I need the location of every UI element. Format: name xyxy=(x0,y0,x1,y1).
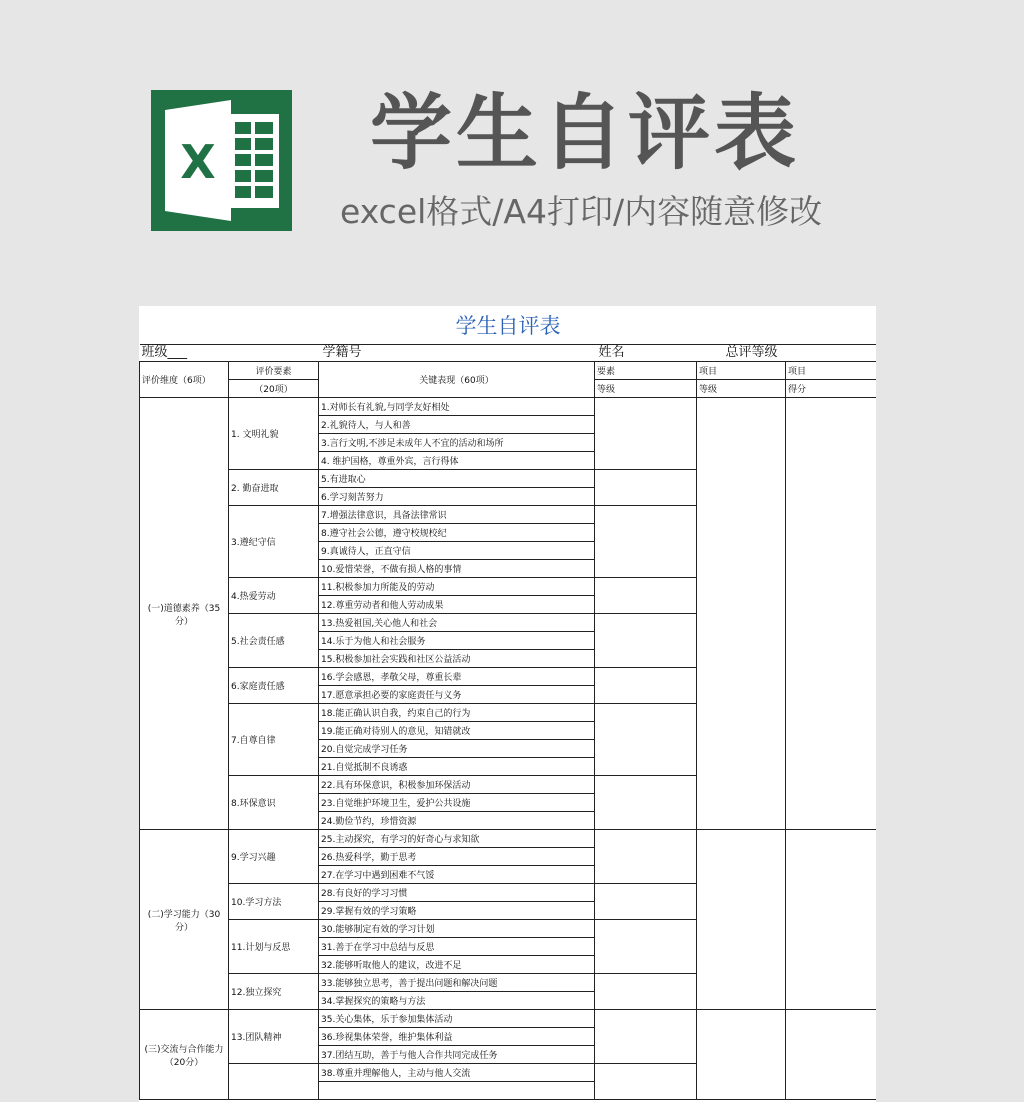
behavior-cell: 28.有良好的学习习惯 xyxy=(319,884,595,902)
behavior-cell: 17.愿意承担必要的家庭责任与义务 xyxy=(319,686,595,704)
behavior-cell: 3.言行文明,不涉足未成年人不宜的活动和场所 xyxy=(319,434,595,452)
dimension-cell: (一)道德素养（35分） xyxy=(140,398,229,830)
header-score-bottom: 得分 xyxy=(786,380,877,398)
behavior-cell: 11.积极参加力所能及的劳动 xyxy=(319,578,595,596)
behavior-cell: 21.自觉抵制不良诱惑 xyxy=(319,758,595,776)
header-grade-bottom: 等级 xyxy=(595,380,697,398)
element-grade-cell[interactable] xyxy=(595,884,697,920)
table-row xyxy=(140,1010,877,1028)
element-cell: 4.热爱劳动 xyxy=(229,578,319,614)
behavior-cell: 33.能够独立思考，善于提出问题和解决问题 xyxy=(319,974,595,992)
total-grade-label: 总评等级 xyxy=(725,345,778,360)
sheet-title: 学生自评表 xyxy=(140,306,877,345)
behavior-cell: 20.自觉完成学习任务 xyxy=(319,740,595,758)
header-item-top: 项目 xyxy=(697,362,786,380)
element-grade-cell[interactable] xyxy=(595,1064,697,1100)
behavior-cell: 18.能正确认识自我，约束自己的行为 xyxy=(319,704,595,722)
info-row xyxy=(140,345,877,362)
behavior-cell: 8.遵守社会公德，遵守校规校纪 xyxy=(319,524,595,542)
behavior-cell: 26.热爱科学，勤于思考 xyxy=(319,848,595,866)
behavior-cell: 1.对师长有礼貌,与同学友好相处 xyxy=(319,398,595,416)
banner-title: 学生自评表 xyxy=(370,86,801,181)
element-cell: 9.学习兴趣 xyxy=(229,830,319,884)
element-grade-cell[interactable] xyxy=(595,776,697,830)
behavior-cell: 25.主动探究，有学习的好奇心与求知欲 xyxy=(319,830,595,848)
element-cell: 11.计划与反思 xyxy=(229,920,319,974)
behavior-cell: 27.在学习中遇到困难不气馁 xyxy=(319,866,595,884)
table-row xyxy=(140,398,877,416)
behavior-cell: 13.热爱祖国,关心他人和社会 xyxy=(319,614,595,632)
element-grade-cell[interactable] xyxy=(595,830,697,884)
behavior-cell: 6.学习刻苦努力 xyxy=(319,488,595,506)
element-cell: 3.遵纪守信 xyxy=(229,506,319,578)
header-requirement-count: （20项） xyxy=(229,380,319,398)
behavior-cell: 31.善于在学习中总结与反思 xyxy=(319,938,595,956)
behavior-cell: 9.真诚待人，正直守信 xyxy=(319,542,595,560)
dimension-cell: (二)学习能力（30分） xyxy=(140,830,229,1010)
item-grade-cell[interactable] xyxy=(697,830,786,1010)
element-cell: 12.独立探究 xyxy=(229,974,319,1010)
element-grade-cell[interactable] xyxy=(595,704,697,776)
behavior-cell: 22.具有环保意识，积极参加环保活动 xyxy=(319,776,595,794)
element-grade-cell[interactable] xyxy=(595,470,697,506)
element-cell: 1. 文明礼貌 xyxy=(229,398,319,470)
item-grade-cell[interactable] xyxy=(697,1010,786,1100)
class-label: 班级___ xyxy=(141,345,188,360)
header-dimension: 评价维度（6项） xyxy=(140,362,229,398)
behavior-cell: 4. 维护国格，尊重外宾，言行得体 xyxy=(319,452,595,470)
spreadsheet-preview xyxy=(139,306,876,1102)
behavior-cell: 15.积极参加社会实践和社区公益活动 xyxy=(319,650,595,668)
behavior-cell: 35.关心集体，乐于参加集体活动 xyxy=(319,1010,595,1028)
element-grade-cell[interactable] xyxy=(595,668,697,704)
element-cell: 7.自尊自律 xyxy=(229,704,319,776)
element-grade-cell[interactable] xyxy=(595,398,697,470)
element-grade-cell[interactable] xyxy=(595,974,697,1010)
element-cell: 2. 勤奋进取 xyxy=(229,470,319,506)
table-row xyxy=(140,830,877,848)
behavior-cell: 30.能够制定有效的学习计划 xyxy=(319,920,595,938)
element-grade-cell[interactable] xyxy=(595,614,697,668)
excel-logo-icon xyxy=(151,90,292,231)
behavior-cell: 29.掌握有效的学习策略 xyxy=(319,902,595,920)
behavior-cell: 32.能够听取他人的建议，改进不足 xyxy=(319,956,595,974)
behavior-cell: 7.增强法律意识，具备法律常识 xyxy=(319,506,595,524)
element-cell: 6.家庭责任感 xyxy=(229,668,319,704)
item-score-cell[interactable] xyxy=(786,830,877,1010)
element-cell xyxy=(229,1064,319,1100)
behavior-cell: 37.团结互助，善于与他人合作共同完成任务 xyxy=(319,1046,595,1064)
logo-letter: X xyxy=(180,135,216,189)
element-cell: 10.学习方法 xyxy=(229,884,319,920)
behavior-cell: 10.爱惜荣誉，不做有损人格的事情 xyxy=(319,560,595,578)
element-cell: 8.环保意识 xyxy=(229,776,319,830)
behavior-cell: 2.礼貌待人，与人和善 xyxy=(319,416,595,434)
dimension-cell: (三)交流与合作能力（20分） xyxy=(140,1010,229,1100)
behavior-cell: 24.勤俭节约，珍惜资源 xyxy=(319,812,595,830)
header-behavior: 关键表现（60项） xyxy=(319,362,595,398)
behavior-cell: 38.尊重并理解他人，主动与他人交流 xyxy=(319,1064,595,1082)
behavior-cell: 5.有进取心 xyxy=(319,470,595,488)
banner-subtitle: excel格式/A4打印/内容随意修改 xyxy=(340,192,823,231)
header-requirement: 评价要素 xyxy=(229,362,319,380)
element-grade-cell[interactable] xyxy=(595,506,697,578)
student-id-label: 学籍号 xyxy=(322,345,362,360)
element-grade-cell[interactable] xyxy=(595,1010,697,1064)
behavior-cell xyxy=(319,1082,595,1100)
element-cell: 5.社会责任感 xyxy=(229,614,319,668)
evaluation-table xyxy=(139,306,876,1100)
element-cell: 13.团队精神 xyxy=(229,1010,319,1064)
item-grade-cell[interactable] xyxy=(697,398,786,830)
item-score-cell[interactable] xyxy=(786,1010,877,1100)
item-score-cell[interactable] xyxy=(786,398,877,830)
behavior-cell: 36.珍视集体荣誉，维护集体利益 xyxy=(319,1028,595,1046)
element-grade-cell[interactable] xyxy=(595,920,697,974)
behavior-cell: 19.能正确对待别人的意见，知错就改 xyxy=(319,722,595,740)
behavior-cell: 16.学会感恩，孝敬父母，尊重长辈 xyxy=(319,668,595,686)
header-item-bottom: 等级 xyxy=(697,380,786,398)
behavior-cell: 12.尊重劳动者和他人劳动成果 xyxy=(319,596,595,614)
name-label: 姓名 xyxy=(598,345,625,360)
header-score-top: 项目 xyxy=(786,362,877,380)
element-grade-cell[interactable] xyxy=(595,578,697,614)
behavior-cell: 14.乐于为他人和社会服务 xyxy=(319,632,595,650)
behavior-cell: 23.自觉维护环境卫生，爱护公共设施 xyxy=(319,794,595,812)
header-grade-top: 要素 xyxy=(595,362,697,380)
behavior-cell: 34.掌握探究的策略与方法 xyxy=(319,992,595,1010)
